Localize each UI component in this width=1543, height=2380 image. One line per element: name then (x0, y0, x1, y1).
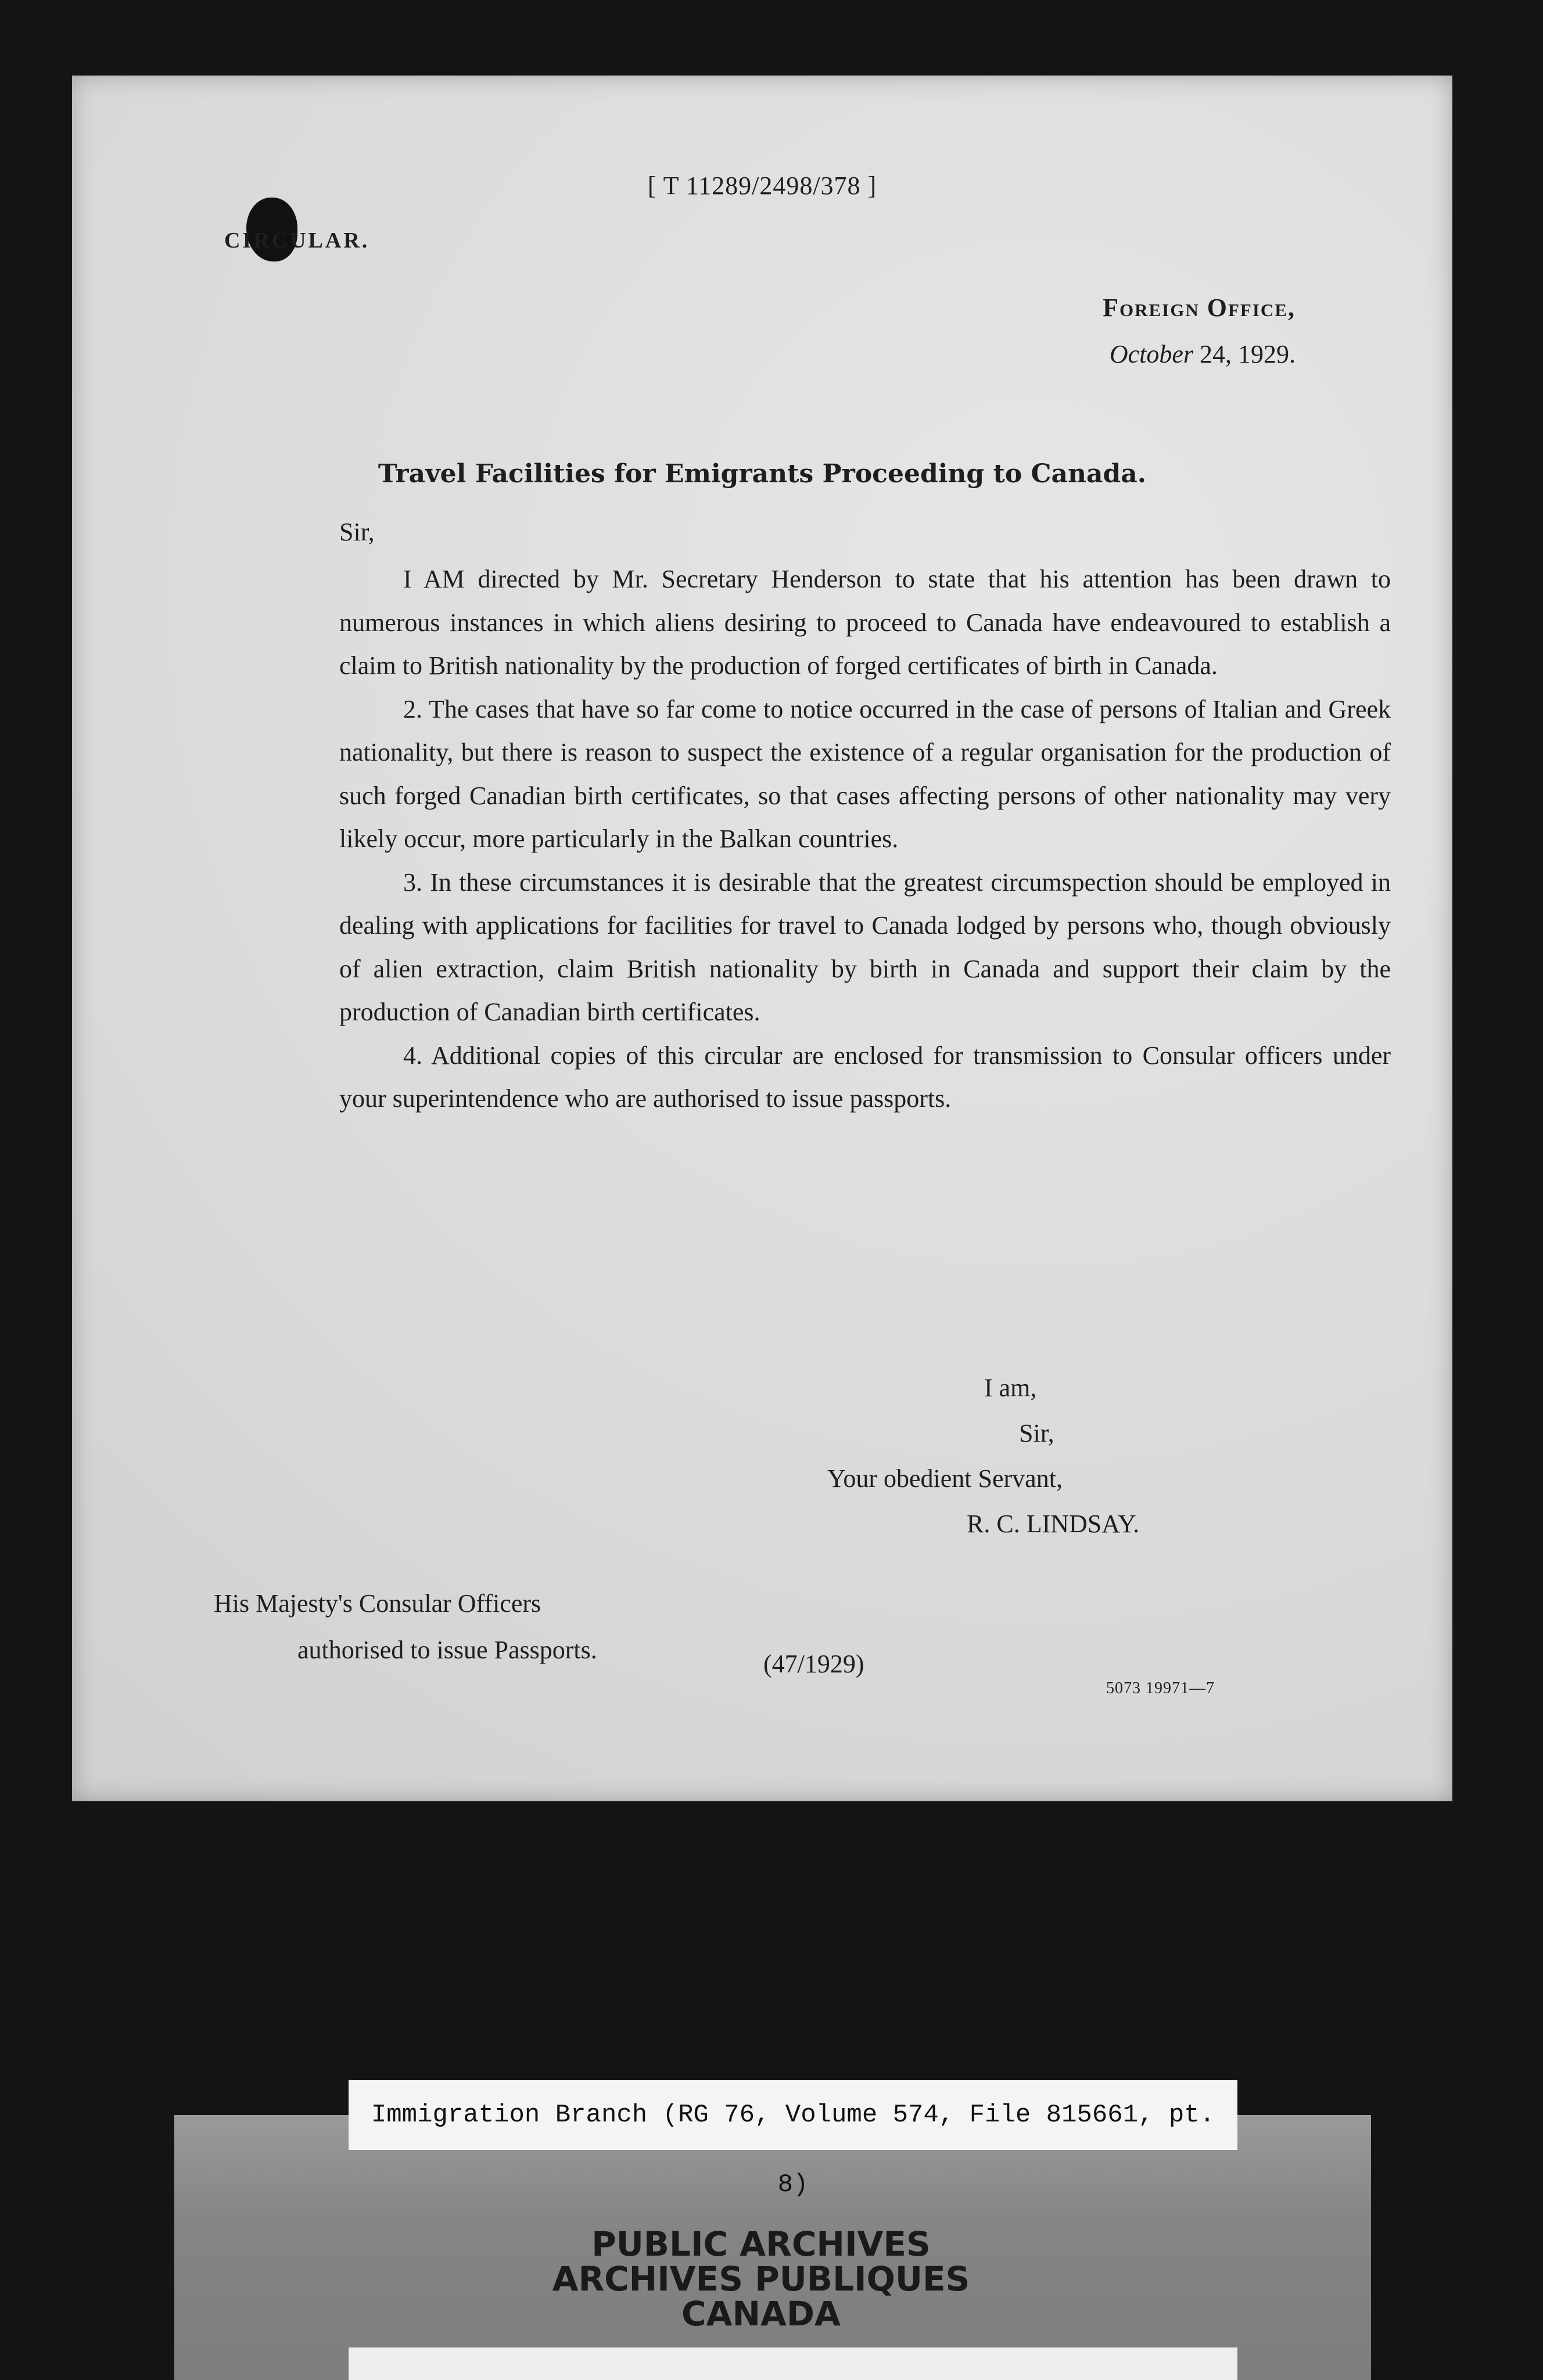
salutation: Sir, (339, 518, 375, 546)
addressee-line-1: His Majesty's Consular Officers (214, 1589, 541, 1618)
paragraph-3: 3. In these circumstances it is desirable that the greatest circumspection should be employed in dealing with applications for facilities for travel to Canada lodged by persons who, though obviously of alien extraction, claim British nationality by birth in Canada and support their claim by the production of Canadian birth certificates. (339, 868, 1391, 1026)
closing-block (827, 1365, 1139, 1547)
circular-code: (47/1929) (763, 1650, 864, 1678)
closing-line-1: I am, (984, 1374, 1037, 1402)
letter-body (339, 558, 1391, 1121)
stamp-line-1: PUBLIC ARCHIVES (591, 2224, 931, 2264)
closing-line-3: Your obedient Servant, (827, 1464, 1063, 1493)
bottom-strip (349, 2347, 1237, 2380)
date-line (1103, 331, 1296, 378)
office-name: Foreign Office, (1103, 293, 1296, 322)
origin-block (1103, 285, 1296, 378)
circular-label: CIRCULAR. (224, 228, 370, 253)
stamp-line-2: ARCHIVES PUBLIQUES (552, 2259, 970, 2299)
document-page (72, 76, 1452, 1801)
signature: R. C. LINDSAY. (967, 1510, 1140, 1538)
paragraph-1: I AM directed by Mr. Secretary Henderson to state that his attention has been drawn to numerous instances in which aliens desiring to proceed to Canada have endeavoured to establish a claim to British nationality by the production of forged certificates of birth in Canada. (339, 565, 1391, 680)
print-code: 5073 19971—7 (1106, 1679, 1215, 1697)
date-rest: 24, 1929. (1193, 340, 1296, 368)
closing-line-2: Sir, (1019, 1419, 1054, 1447)
archive-label: Immigration Branch (RG 76, Volume 574, File 815661, pt. 8) (349, 2080, 1237, 2150)
document-heading: Travel Facilities for Emigrants Proceeding to Canada. (378, 459, 1147, 489)
addressee-block (214, 1580, 597, 1673)
date-month: October (1109, 340, 1193, 368)
stamp-line-3: CANADA (681, 2294, 841, 2334)
addressee-line-2: authorised to issue Passports. (297, 1636, 597, 1664)
reference-number: [ T 11289/2498/378 ] (647, 171, 877, 200)
archive-stamp (500, 2224, 1022, 2334)
paragraph-4: 4. Additional copies of this circular are enclosed for transmission to Consular officers under your superintendence who are authorised to issue passports. (339, 1041, 1391, 1113)
paragraph-2: 2. The cases that have so far come to notice occurred in the case of persons of Italian and Greek nationality, but there is reason to suspect the existence of a regular organisation for the production of such forged Canadian birth certificates, so that cases affecting persons of other nationality may very likely occur, more particularly in the Balkan countries. (339, 694, 1391, 853)
